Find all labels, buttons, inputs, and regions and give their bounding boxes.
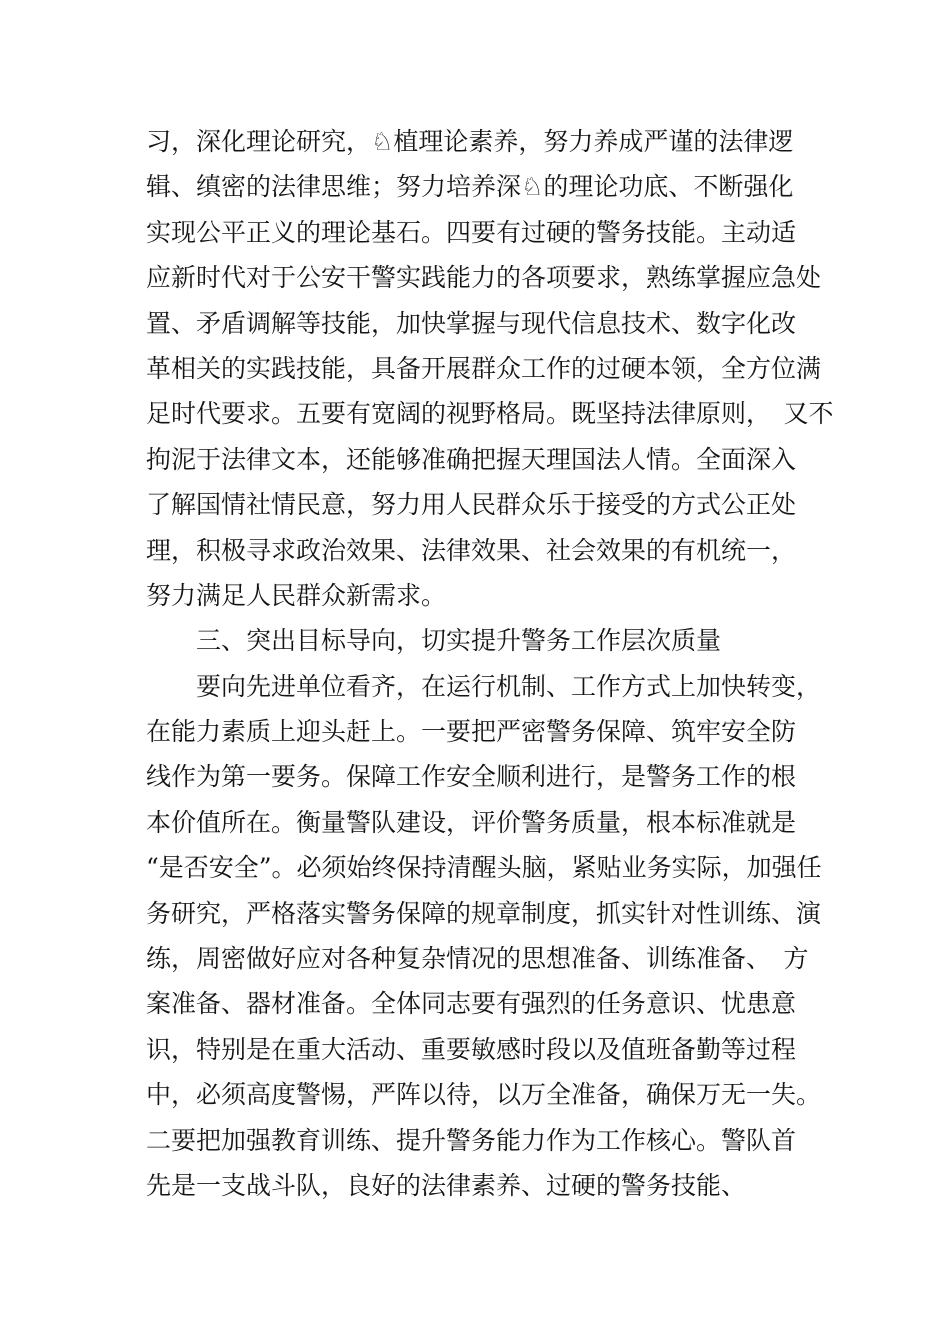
text-line: 实现公平正义的理论基石。四要有过硬的警务技能。主动适	[146, 217, 797, 247]
text-line: 习，深化理论研究，♘植理论素养，努力养成严谨的法律逻	[146, 127, 794, 156]
text-line: 中，必须高度警惕，严阵以待，以万全准备，确保万无一失。	[146, 1080, 822, 1110]
text-line: “是否安全”。必须始终保持清醒头脑，紧贴业务实际，加强任	[146, 853, 822, 883]
text-line: 在能力素质上迎头赶上。一要把严密警务保障、筑牢安全防	[146, 717, 797, 747]
text-line: 应新时代对于公安干警实践能力的各项要求，熟练掌握应急处	[146, 263, 822, 293]
text-line: 本价值所在。衡量警队建设，评价警务质量，根本标准就是	[146, 807, 797, 837]
text-line: 务研究，严格落实警务保障的规章制度，抓实针对性训练、演	[146, 898, 822, 928]
text-line: 革相关的实践技能，具备开展群众工作的过硬本领，全方位满	[146, 353, 822, 383]
text-line: 努力满足人民群众新需求。	[146, 580, 447, 610]
text-line: 了解国情社情民意，努力用人民群众乐于接受的方式公正处	[146, 490, 797, 520]
text-line: 练，周密做好应对各种复杂情况的思想准备、训练准备、 方	[146, 944, 809, 974]
paragraph-first-line: 要向先进单位看齐，在运行机制、工作方式上加快转变，	[196, 671, 822, 701]
text-line: 辑、缜密的法律思维；努力培养深♘的理论功底、不断强化	[146, 172, 794, 202]
text-line: 二要把加强教育训练、提升警务能力作为工作核心。警队首	[146, 1125, 797, 1155]
text-line: 理，积极寻求政治效果、法律效果、社会效果的有机统一，	[146, 535, 797, 565]
text-line: 置、矛盾调解等技能，加快掌握与现代信息技术、数字化改	[146, 308, 797, 338]
section-heading: 三、突出目标导向，切实提升警务工作层次质量	[196, 626, 722, 656]
body-text	[146, 119, 834, 1208]
text-line: 先是一支战斗队，良好的法律素养、过硬的警务技能、	[146, 1170, 747, 1200]
text-line: 案准备、器材准备。全体同志要有强烈的任务意识、忧患意	[146, 989, 797, 1019]
text-line: 足时代要求。五要有宽阔的视野格局。既坚持法律原则， 又不	[146, 399, 834, 429]
text-line: 拘泥于法律文本，还能够准确把握天理国法人情。全面深入	[146, 444, 797, 474]
text-line: 识，特别是在重大活动、重要敏感时段以及值班备勤等过程	[146, 1034, 797, 1064]
text-line: 线作为第一要务。保障工作安全顺利进行，是警务工作的根	[146, 762, 797, 792]
